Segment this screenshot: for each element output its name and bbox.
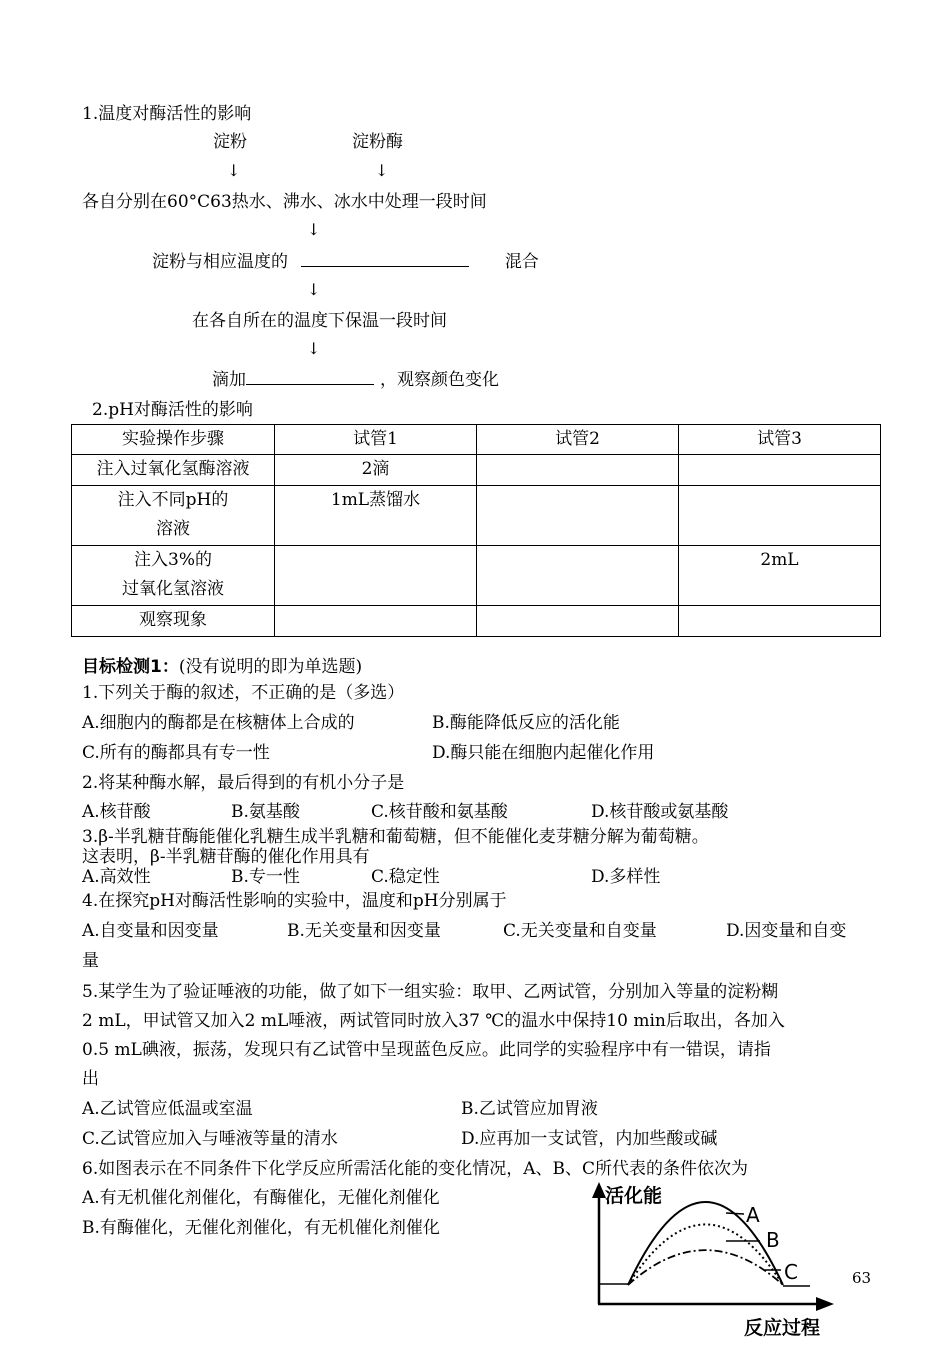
table-header-cell: 实验操作步骤 [72, 425, 275, 455]
option-5d[interactable]: D.应再加一支试管，内加些酸或碱 [461, 1129, 718, 1149]
table-row [72, 455, 881, 486]
option-4a[interactable]: A.自变量和因变量 [82, 921, 219, 941]
question-1: 1.下列关于酶的叙述，不正确的是（多选） [82, 683, 405, 703]
question-5-line-1: 5.某学生为了验证唾液的功能，做了如下一组实验：取甲、乙两试管，分别加入等量的淀粉糊 [82, 982, 779, 1002]
arrow-down-icon: ↓ [307, 280, 321, 299]
curve-b-label: B [766, 1228, 780, 1252]
option-6a[interactable]: A.有无机催化剂催化，有酶催化，无催化剂催化 [82, 1188, 440, 1208]
step-4-text: 滴加 [212, 370, 246, 390]
option-4c[interactable]: C.无关变量和自变量 [503, 921, 657, 941]
arrow-down-icon: ↓ [307, 339, 321, 358]
section2-title: 2.pH对酶活性的影响 [92, 400, 253, 420]
option-2a[interactable]: A.核苷酸 [82, 802, 151, 822]
option-1d[interactable]: D.酶只能在细胞内起催化作用 [432, 743, 655, 763]
step-1: 各自分别在60°C63热水、沸水、冰水中处理一段时间 [82, 192, 487, 212]
table-header-cell: 试管1 [275, 425, 477, 455]
option-3c[interactable]: C.稳定性 [371, 867, 440, 887]
question-4: 4.在探究pH对酶活性影响的实验中，温度和pH分别属于 [82, 891, 507, 911]
option-3b[interactable]: B.专一性 [231, 867, 300, 887]
cell-line: 注入3%的 [134, 550, 212, 570]
curve-a-label: A [746, 1203, 760, 1227]
question-5-line-3: 0.5 mL碘液，振荡，发现只有乙试管中呈现蓝色反应。此同学的实验程序中有一错误，请指 [82, 1040, 771, 1060]
option-2c[interactable]: C.核苷酸和氨基酸 [371, 802, 508, 822]
table-row [72, 606, 881, 637]
table-cell [679, 606, 881, 637]
option-1b[interactable]: B.酶能降低反应的活化能 [432, 713, 620, 733]
table-cell [477, 546, 679, 606]
option-5b[interactable]: B.乙试管应加胃液 [461, 1099, 598, 1119]
cell-line: 过氧化氢溶液 [122, 579, 224, 599]
table-cell [72, 486, 275, 546]
experiment-table [71, 424, 881, 637]
table-cell: 1mL蒸馏水 [275, 486, 477, 546]
table-row [72, 486, 881, 546]
x-axis-label: 反应过程 [744, 1317, 821, 1339]
step-2-suffix: 混合 [504, 252, 539, 272]
question-3-line-2: 这表明，β-半乳糖苷酶的催化作用具有 [82, 847, 370, 867]
option-1a[interactable]: A.细胞内的酶都是在核糖体上合成的 [82, 713, 355, 733]
table-cell [477, 455, 679, 486]
curve-c-label: C [784, 1260, 798, 1284]
curve-a [628, 1202, 783, 1285]
cell-line: 溶液 [156, 519, 190, 539]
curve-b [628, 1224, 783, 1285]
table-cell [679, 486, 881, 546]
step-4-suffix: ，观察颜色变化 [380, 370, 499, 390]
table-cell [72, 546, 275, 606]
table-header-row [72, 425, 881, 455]
table-cell [275, 546, 477, 606]
cell-line: 注入不同pH的 [117, 490, 229, 510]
step-4 [212, 370, 499, 390]
table-cell [477, 606, 679, 637]
table-cell: 注入过氧化氢酶溶液 [72, 455, 275, 486]
option-6b[interactable]: B.有酶催化，无催化剂催化，有无机催化剂催化 [82, 1218, 440, 1238]
table-cell [275, 606, 477, 637]
arrow-down-icon: ↓ [375, 161, 389, 180]
table-header-cell: 试管3 [679, 425, 881, 455]
arrow-down-icon: ↓ [307, 220, 321, 239]
label-starch: 淀粉 [213, 132, 247, 152]
quiz-heading-note: (没有说明的即为单选题) [178, 657, 363, 677]
leader-a [726, 1213, 744, 1214]
quiz-heading [82, 657, 362, 677]
option-1c[interactable]: C.所有的酶都具有专一性 [82, 743, 270, 763]
quiz-heading-title: 目标检测1： [82, 657, 179, 677]
section1-title: 1.温度对酶活性的影响 [82, 104, 252, 124]
question-6: 6.如图表示在不同条件下化学反应所需活化能的变化情况，A、B、C所代表的条件依次为 [82, 1159, 748, 1179]
answer-blank[interactable] [246, 370, 374, 385]
question-5-line-2: 2 mL，甲试管又加入2 mL唾液，两试管同时放入37 ℃的温水中保持10 min后取出，各加入 [82, 1011, 785, 1031]
step-2 [152, 252, 539, 272]
label-amylase: 淀粉酶 [352, 132, 403, 152]
y-axis-label: 活化能 [605, 1185, 663, 1207]
y-axis-arrow-icon [592, 1182, 606, 1198]
option-4d-wrap: 量 [82, 951, 99, 971]
option-2d[interactable]: D.核苷酸或氨基酸 [591, 802, 729, 822]
x-axis-arrow-icon [816, 1297, 834, 1311]
activation-energy-figure [588, 1178, 850, 1344]
option-3d[interactable]: D.多样性 [591, 867, 661, 887]
option-5c[interactable]: C.乙试管应加入与唾液等量的清水 [82, 1129, 338, 1149]
question-3-line-1: 3.β-半乳糖苷酶能催化乳糖生成半乳糖和葡萄糖，但不能催化麦芽糖分解为葡萄糖。 [82, 827, 709, 847]
option-2b[interactable]: B.氨基酸 [231, 802, 300, 822]
option-4d[interactable]: D.因变量和自变 [726, 921, 847, 941]
option-3a[interactable]: A.高效性 [82, 867, 151, 887]
table-row [72, 546, 881, 606]
option-5a[interactable]: A.乙试管应低温或室温 [82, 1099, 253, 1119]
step-2-text: 淀粉与相应温度的 [152, 252, 288, 272]
arrow-down-icon: ↓ [227, 161, 241, 180]
table-header-cell: 试管2 [477, 425, 679, 455]
table-cell: 2滴 [275, 455, 477, 486]
question-2: 2.将某种酶水解，最后得到的有机小分子是 [82, 773, 405, 793]
table-cell [477, 486, 679, 546]
table-cell: 观察现象 [72, 606, 275, 637]
answer-blank[interactable] [301, 252, 469, 267]
step-3: 在各自所在的温度下保温一段时间 [192, 311, 447, 331]
curve-c [628, 1250, 783, 1285]
table-cell [679, 455, 881, 486]
option-4b[interactable]: B.无关变量和因变量 [287, 921, 441, 941]
page-number: 63 [852, 1269, 872, 1287]
table-cell: 2mL [679, 546, 881, 606]
question-5-line-4: 出 [82, 1069, 99, 1089]
